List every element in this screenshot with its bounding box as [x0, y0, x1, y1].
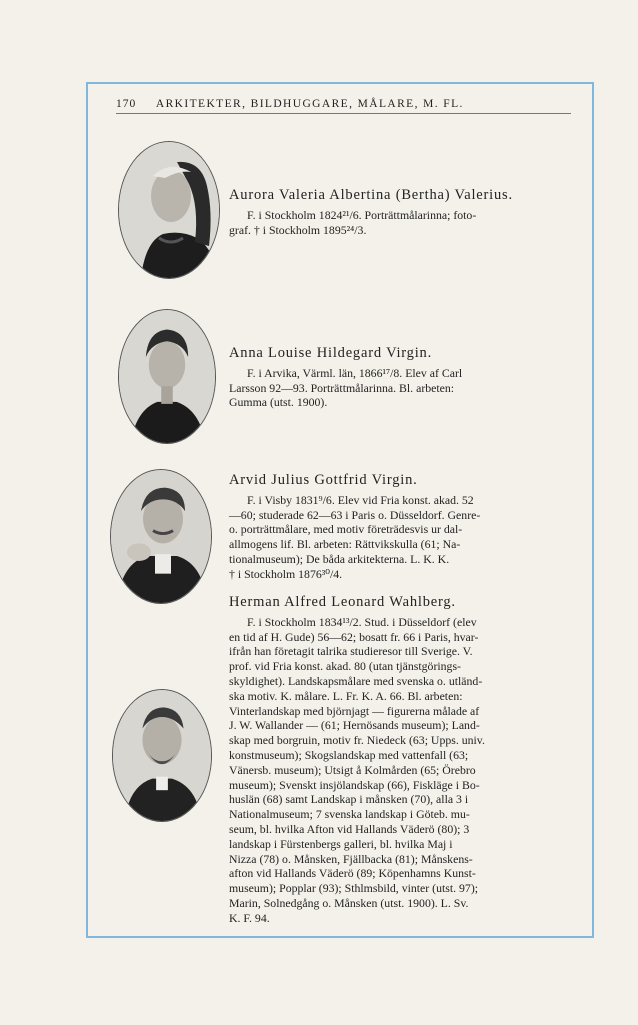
entry-line: F. i Arvika, Värml. län, 1866¹⁷/8. Elev af Carl — [247, 365, 463, 380]
entry-line: F. i Visby 1831⁹/6. Elev vid Fria konst. akad. 52 — [247, 492, 474, 507]
entry-line: graf. † i Stockholm 1895²⁴/3. — [229, 222, 367, 237]
entry-line: museum); Popplar (93); Sthlmsbild, vinter (utst. 97); — [229, 881, 479, 896]
entry-valerius — [229, 188, 572, 237]
entry-line: † i Stockholm 1876³⁰/4. — [229, 566, 343, 581]
entry-line: ifrån han företagit talrika studieresor till Sverige. V. — [229, 644, 473, 659]
entry-line: F. i Stockholm 1824²¹/6. Porträttmålarinna; foto- — [247, 207, 477, 222]
entry-line: seum, bl. hvilka Afton vid Hallands Väderö (80); 3 — [229, 821, 470, 836]
portrait-wahlberg — [112, 689, 212, 822]
running-title: ARKITEKTER, BILDHUGGARE, MÅLARE, M. FL. — [155, 98, 464, 110]
entry-body — [229, 615, 572, 926]
entry-line: ska motiv. K. målare. L. Fr. K. A. 66. Bl. arbeten: — [229, 688, 463, 703]
entry-line: o. porträttmålare, med motiv företrädesvis ur dal- — [229, 522, 463, 537]
entry-line: afton vid Hallands Väderö (89; Köpenhamns Kunst- — [229, 866, 476, 881]
entry-line: konstmuseum); Skogslandskap med vattenfall (63; — [229, 747, 469, 762]
entry-line: Gumma (utst. 1900). — [229, 395, 328, 410]
portrait-image — [113, 690, 211, 821]
portrait-image — [119, 310, 215, 443]
entry-name: Herman Alfred Leonard Wahlberg. — [229, 594, 456, 610]
portrait-image — [119, 142, 219, 278]
entry-name: Arvid Julius Gottfrid Virgin. — [229, 472, 418, 488]
portrait-valerius — [118, 141, 220, 279]
entry-line: skap med borgruin, motiv fr. Niedeck (63; Upps. univ. — [229, 733, 485, 748]
entry-line: Larsson 92—93. Porträttmålarinna. Bl. arbeten: — [229, 380, 455, 395]
entry-line: Marin, Solnedgång o. Månsken (utst. 1900). L. Sv. — [229, 895, 469, 910]
entry-name: Aurora Valeria Albertina (Bertha) Valerius. — [229, 187, 513, 203]
entry-line: J. W. Wallander — (61; Hernösands museum); Land- — [229, 718, 480, 733]
running-header — [116, 98, 571, 114]
entry-line: allmogens lif. Bl. arbeten: Rättvikskulla (61; Na- — [229, 537, 461, 552]
page-number: 170 — [116, 98, 137, 110]
portrait-anna-virgin — [118, 309, 216, 444]
entry-line: Vinterlandskap med björnjagt — figurerna målade af — [229, 703, 480, 718]
entry-name: Anna Louise Hildegard Virgin. — [229, 345, 433, 361]
entry-line: Nizza (78) o. Månsken, Fjällbacka (81); Månskens- — [229, 851, 473, 866]
entry-body — [229, 366, 572, 410]
entry-line: Vänersb. museum); Utsigt å Kolmården (65; Örebro — [229, 762, 476, 777]
entry-line: skyldighet). Landskapsmålare med svenska o. utländ- — [229, 673, 483, 688]
portrait-arvid-virgin — [110, 469, 212, 604]
entry-anna-virgin — [229, 346, 572, 410]
entry-body — [229, 208, 572, 238]
entry-line: en tid af H. Gude) 56—62; bosatt fr. 66 i Paris, hvar- — [229, 629, 479, 644]
entry-line: Nationalmuseum; 7 svenska landskap i Göteb. mu- — [229, 807, 470, 822]
entry-line: —60; studerade 62—63 i Paris o. Düsseldorf. Genre- — [229, 507, 481, 522]
entry-line: prof. vid Fria konst. akad. 80 (utan tjänstgörings- — [229, 659, 461, 674]
entry-line: landskap i Fürstenbergs galleri, bl. hvilka Maj i — [229, 836, 453, 851]
entry-body — [229, 493, 572, 582]
entry-line: huslän (68) samt Landskap i månsken (70), alla 3 i — [229, 792, 469, 807]
entry-wahlberg — [229, 595, 572, 926]
portrait-image — [111, 470, 211, 603]
entry-line: F. i Stockholm 1834¹³/2. Stud. i Düsseldorf (elev — [247, 614, 477, 629]
entry-line: museum); Svenskt insjölandskap (66), Fiskläge i Bo- — [229, 777, 480, 792]
entry-arvid-virgin — [229, 473, 572, 582]
entry-line: tionalmuseum); De båda arkitekterna. L. K. K. — [229, 551, 450, 566]
entry-line: K. F. 94. — [229, 910, 270, 925]
